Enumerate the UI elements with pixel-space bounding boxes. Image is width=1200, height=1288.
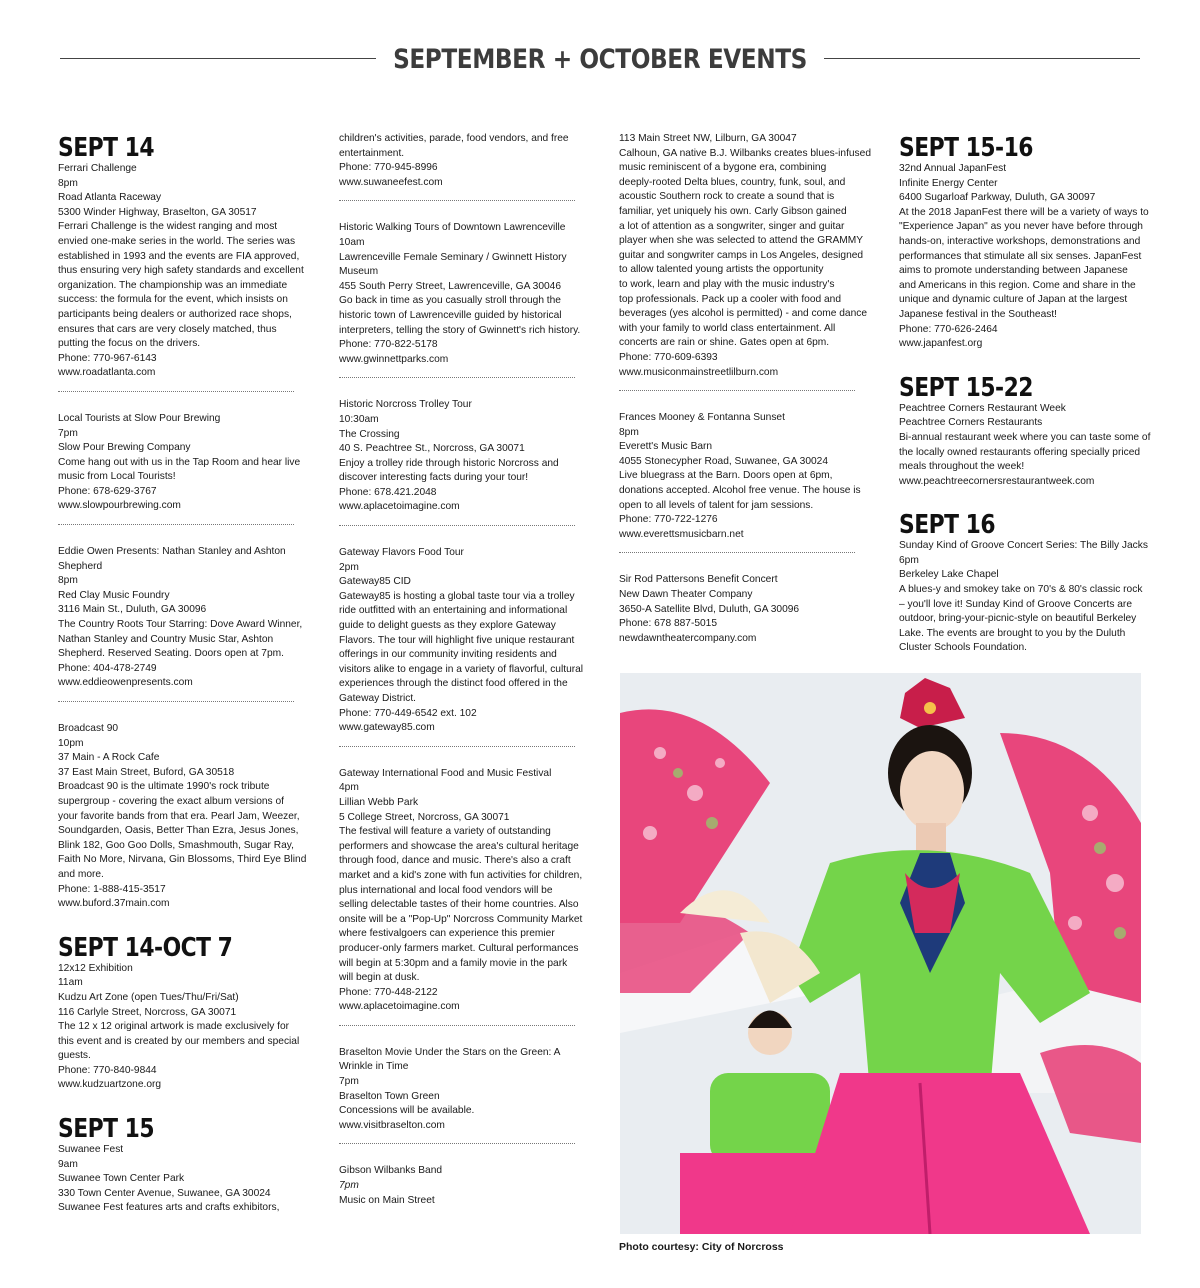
event-text-line: established in 1993 and the events are FIA approved, [58, 250, 300, 262]
event-entry [58, 545, 303, 691]
event-website-link[interactable]: www.gwinnettparks.com [339, 353, 449, 365]
event-text-line: visitors alike to engage in a variety of flavorful, cultural [339, 663, 584, 675]
events-column-2 [339, 132, 584, 1208]
event-text-line: ride outfitted with an entertaining and informational [339, 605, 568, 617]
event-text-line: acoustic Southern rock to create a sound that is [619, 191, 835, 203]
event-text-line: guitar and songwriter camps in Los Angeles, designed [619, 249, 864, 261]
event-text-line: Concessions will be available. [339, 1105, 475, 1117]
event-text-line: hands-on, interactive workshops, demonstrations and [899, 235, 1141, 247]
dancers-photo [620, 673, 1141, 1234]
event-text-line: performances that stimulate all six senses. JapanFest [899, 250, 1142, 262]
event-text-line: organization. The championship was an immediate [58, 279, 288, 291]
event-text-line: The festival will feature a variety of outstanding [339, 826, 551, 838]
event-text-line: supergroup - covering the exact album versions of [58, 795, 284, 807]
dotted-divider [339, 200, 575, 201]
dotted-divider [339, 1025, 575, 1026]
event-text-line: 10pm [58, 737, 84, 749]
dotted-divider [339, 1143, 575, 1144]
event-text-line: 32nd Annual JapanFest [899, 163, 1007, 174]
event-date-heading: SEPT 16 [899, 510, 996, 541]
event-website-link[interactable]: www.peachtreecornersrestaurantweek.com [899, 475, 1095, 487]
event-text-line: Museum [339, 266, 379, 278]
event-text-line: envied one-make series in the world. The series was [58, 235, 296, 247]
event-text-line: Ferrari Challenge is the widest ranging and most [58, 221, 278, 233]
event-text-line: will begin at 5:30pm and a family movie in the park [339, 957, 568, 969]
event-text-line: interpreters, telling the story of Gwinnett's rich history. [339, 324, 581, 336]
event-text-line: A blues-y and smokey take on 70's & 80's classic rock [899, 584, 1143, 596]
event-text-line: to work, learn and play with the music industry's [619, 278, 835, 290]
dotted-divider [339, 377, 575, 378]
event-text-line: Suwanee Town Center Park [58, 1173, 185, 1185]
events-column-1 [58, 133, 307, 1216]
event-text-line: Infinite Energy Center [899, 177, 998, 189]
event-date-heading: SEPT 14 [58, 133, 155, 163]
event-entry [339, 132, 579, 190]
event-entry [899, 162, 1149, 352]
event-text-line: Cluster Schools Foundation. [899, 642, 1027, 654]
event-text-line: Sunday Kind of Groove Concert Series: The Billy Jacks [899, 540, 1148, 552]
event-text-line: Phone: 770-609-6393 [619, 351, 718, 363]
event-text-line: Lake. The events are brought to you by the Duluth [899, 627, 1126, 639]
event-text-line: offerings in our community inviting residents and [339, 649, 557, 661]
event-entry [58, 722, 307, 912]
event-text-line: Braselton Town Green [339, 1090, 440, 1102]
event-text-line: Slow Pour Brewing Company [58, 442, 191, 454]
event-text-line: Local Tourists at Slow Pour Brewing [58, 412, 221, 424]
event-text-line: Eddie Owen Presents: Nathan Stanley and Ashton [58, 546, 286, 558]
dotted-divider [58, 701, 294, 702]
event-entry [339, 221, 579, 367]
event-text-line: 12x12 Exhibition [58, 962, 133, 974]
event-text-line: top professionals. Pack up a cooler with food and [619, 293, 841, 305]
event-text-line: a lot of attention as a songwriter, singer and guitar [619, 220, 845, 232]
page-title: SEPTEMBER + OCTOBER EVENTS [393, 44, 807, 75]
event-text-line: 11am [58, 977, 83, 989]
event-text-line: beverages (yes alcohol is permitted) - and come dance [619, 308, 868, 320]
event-text-line: unique and dynamic culture of Japan at the largest [899, 294, 1128, 306]
event-text-line: Kudzu Art Zone (open Tues/Thu/Fri/Sat) [58, 991, 239, 1003]
event-text-line: 8pm [619, 426, 639, 438]
event-text-line: Phone: 404-478-2749 [58, 662, 157, 674]
event-date-heading: SEPT 14-OCT 7 [58, 932, 233, 963]
event-text-line: 3116 Main St., Duluth, GA 30096 [58, 604, 207, 616]
dotted-divider [619, 390, 855, 391]
event-text-line: Gateway International Food and Music Festival [339, 767, 552, 779]
event-text-line: 116 Carlyle Street, Norcross, GA 30071 [58, 1006, 237, 1018]
event-date-heading: SEPT 15 [58, 1114, 155, 1145]
event-text-line: Enjoy a trolley ride through historic Norcross and [339, 457, 559, 469]
event-text-line: ensures that cars are very closely matched, thus [58, 323, 277, 335]
event-text-line: Gateway85 is hosting a global taste tour via a trolley [339, 590, 575, 602]
event-entry [899, 539, 1148, 656]
event-text-line: "Experience Japan" as you never have before through [899, 221, 1143, 233]
event-text-line: historic town of Lawrenceville guided by historical [339, 309, 562, 321]
event-text-line: 113 Main Street NW, Lilburn, GA 30047 [619, 133, 797, 144]
event-entry [339, 398, 579, 515]
event-text-line: Gateway Flavors Food Tour [339, 547, 464, 559]
event-text-line: Sir Rod Pattersons Benefit Concert [619, 574, 778, 586]
event-text-line: Suwanee Fest features arts and crafts exhibitors, [58, 1202, 280, 1214]
event-text-line: 5 College Street, Norcross, GA 30071 [339, 811, 510, 823]
photo-caption: Photo courtesy: City of Norcross [619, 1241, 784, 1253]
event-text-line: The Country Roots Tour Starring: Dove Award Winner, [58, 619, 303, 631]
event-text-line: Come hang out with us in the Tap Room and hear live [58, 456, 301, 468]
event-entry [899, 402, 1151, 490]
event-text-line: player when she was selected to attend the GRAMMY [619, 235, 864, 247]
event-website-link[interactable]: www.musiconmainstreetlilburn.com [619, 366, 779, 378]
event-text-line: 9am [58, 1158, 78, 1170]
event-text-line: putting the focus on the drivers. [58, 338, 201, 350]
event-text-line: Phone: 770-822-5178 [339, 339, 438, 351]
event-text-line: thus ensuring very high safety standards and excellent [58, 265, 304, 277]
event-text-line: 7pm [339, 1076, 359, 1088]
event-text-line: The Crossing [339, 428, 400, 440]
event-text-line: Calhoun, GA native B.J. Wilbanks creates blues-infused [619, 147, 871, 159]
event-text-line: Peachtree Corners Restaurant Week [899, 402, 1066, 414]
event-text-line: Gateway85 CID [339, 576, 411, 588]
event-text-line: Frances Mooney & Fontanna Sunset [619, 412, 785, 424]
event-text-line: market and a kid's zone with fun activities for children, [339, 869, 583, 881]
event-text-line: Phone: 678.421.2048 [339, 486, 437, 498]
event-text-line: 4055 Stonecypher Road, Suwanee, GA 30024 [619, 455, 828, 467]
dotted-divider [619, 552, 855, 553]
event-text-line: through food, dance and music. There's also a craft [339, 855, 571, 867]
event-text-line: Red Clay Music Foundry [58, 589, 170, 601]
event-text-line: experiences through the distinct food offered in the [339, 678, 568, 690]
event-website-link[interactable]: www.gateway85.com [339, 722, 435, 734]
event-website-link[interactable]: newdawntheatercompany.com [619, 632, 757, 644]
event-text-line: Phone: 770-967-6143 [58, 352, 157, 364]
event-text-line: New Dawn Theater Company [619, 589, 753, 601]
event-text-line: 37 East Main Street, Buford, GA 30518 [58, 766, 235, 778]
event-text-line: 330 Town Center Avenue, Suwanee, GA 30024 [58, 1187, 271, 1199]
event-text-line: the locally owned restaurants offering specially priced [899, 446, 1141, 458]
event-text-line: The 12 x 12 original artwork is made exclusively for [58, 1021, 290, 1033]
event-website-link[interactable]: www.aplacetoimagine.com [339, 1001, 460, 1013]
page-header [60, 44, 1140, 88]
event-text-line: children's activities, parade, food vendors, and free [339, 133, 569, 144]
event-text-line: Go back in time as you casually stroll through the [339, 295, 561, 307]
event-text-line: music from Local Tourists! [58, 471, 176, 483]
event-text-line: 6pm [899, 554, 919, 566]
event-text-line: Historic Norcross Trolley Tour [339, 399, 472, 411]
event-text-line: discover interesting facts during your tour! [339, 472, 529, 484]
dotted-divider [58, 391, 294, 392]
event-text-line: open to all levels of talent for jam sessions. [619, 499, 814, 511]
event-text-line: Flavors. The tour will highlight five unique restaurant [339, 634, 575, 646]
event-text-line: Soundgarden, Oasis, Better Than Ezra, Jesus Jones, [58, 825, 299, 837]
dotted-divider [339, 525, 575, 526]
event-text-line: this event and is created by our members and special [58, 1035, 300, 1047]
event-text-line: Phone: 678 887-5015 [619, 618, 717, 630]
event-text-line: Phone: 770-449-6542 ext. 102 [339, 707, 477, 719]
event-text-line: Music on Main Street [339, 1194, 435, 1206]
event-text-line: Road Atlanta Raceway [58, 192, 162, 204]
event-text-line: 40 S. Peachtree St., Norcross, GA 30071 [339, 443, 525, 455]
event-text-line: deeply-rooted Delta blues, country, funk, soul, and [619, 176, 846, 188]
event-text-line: Berkeley Lake Chapel [899, 569, 999, 581]
event-text-line: selling delectable tastes of their home countries. Also [339, 899, 579, 911]
event-text-line: and Americans in this region. Come and share in the [899, 279, 1136, 291]
event-website-link[interactable]: www.visitbraselton.com [339, 1119, 445, 1131]
event-text-line: Lawrenceville Female Seminary / Gwinnett History [339, 251, 567, 263]
event-text-line: Phone: 770-448-2122 [339, 986, 438, 998]
event-text-line: meals throughout the week! [899, 461, 1025, 473]
event-text-line: Gibson Wilbanks Band [339, 1165, 443, 1177]
event-website-link[interactable]: www.everettsmusicbarn.net [619, 528, 744, 540]
event-text-line: 6400 Sugarloaf Parkway, Duluth, GA 30097 [899, 192, 1096, 204]
event-text-line: Braselton Movie Under the Stars on the Green: A [339, 1046, 561, 1058]
event-website-link[interactable]: www.kudzuartzone.org [58, 1079, 162, 1091]
event-text-line: Live bluegrass at the Barn. Doors open at 6pm, [619, 470, 833, 482]
event-entry [58, 962, 298, 1093]
event-text-line: 7pm [58, 427, 78, 439]
event-text-line: Ferrari Challenge [58, 163, 137, 174]
header-rule-right [824, 58, 1140, 59]
event-text-line: performers and showcase the area's cultural heritage [339, 840, 579, 852]
event-text-line: with your family to world class entertainment. All [619, 322, 836, 334]
event-text-line: Peachtree Corners Restaurants [899, 417, 1043, 429]
event-website-link[interactable]: www.roadatlanta.com [58, 367, 156, 379]
event-entry [619, 411, 859, 542]
event-entry [619, 573, 859, 646]
event-text-line: 10am [339, 236, 365, 248]
event-website-link[interactable]: www.japanfest.org [899, 338, 983, 350]
event-entry [619, 132, 871, 380]
event-text-line: Faith No More, Nirvana, Gin Blossoms, Third Eye Blind [58, 854, 307, 866]
events-column-4 [899, 133, 1151, 656]
event-text-line: 37 Main - A Rock Cafe [58, 752, 160, 764]
event-text-line: where festivalgoers can experience this premier [339, 928, 555, 940]
event-text-line: Shepherd. Reserved Seating. Doors open at 7pm. [58, 648, 284, 660]
event-text-line: 3650-A Satellite Blvd, Duluth, GA 30096 [619, 603, 800, 615]
event-text-line: Blink 182, Goo Goo Dolls, Smashmouth, Sugar Ray, [58, 839, 294, 851]
event-text-line: success: the formula for the event, which insists on [58, 294, 288, 306]
event-text-line: At the 2018 JapanFest there will be a variety of ways to [899, 206, 1149, 218]
event-date-heading: SEPT 15-16 [899, 133, 1033, 163]
event-text-line: Phone: 770-722-1276 [619, 514, 718, 526]
event-text-line: donations accepted. Alcohol free venue. The house is [619, 485, 861, 497]
fan-dance-illustration [620, 673, 1141, 1234]
event-text-line: producer-only farmers market. Cultural performances [339, 942, 579, 954]
event-text-line: 5300 Winder Highway, Braselton, GA 30517 [58, 206, 257, 218]
event-text-line: 8pm [58, 177, 78, 189]
event-text-line: Broadcast 90 is the ultimate 1990's rock tribute [58, 781, 270, 793]
event-text-line: Phone: 770-945-8996 [339, 162, 438, 174]
dotted-divider [339, 746, 575, 747]
event-website-link[interactable]: www.eddieowenpresents.com [58, 677, 193, 689]
event-text-line: 4pm [339, 782, 359, 794]
event-website-link[interactable]: www.buford.37main.com [58, 898, 170, 910]
event-text-line: Shepherd [58, 560, 103, 572]
event-entry [339, 767, 583, 1015]
event-entry [339, 1046, 579, 1134]
event-text-line: Everett's Music Barn [619, 441, 713, 453]
event-website-link[interactable]: www.slowpourbrewing.com [58, 500, 181, 512]
event-date-heading: SEPT 15-22 [899, 372, 1033, 403]
event-text-line: 455 South Perry Street, Lawrenceville, GA 30046 [339, 280, 561, 292]
event-entry [58, 1143, 298, 1216]
event-entry [58, 412, 301, 514]
event-entry [58, 162, 304, 381]
event-text-line: Phone: 770-626-2464 [899, 323, 998, 335]
event-website-link[interactable]: www.aplacetoimagine.com [339, 501, 460, 513]
event-text-line: music reminiscent of a bygone era, combining [619, 162, 827, 174]
event-text-line: Japanese festival in the Southeast! [899, 308, 1058, 320]
event-text-line: 8pm [58, 575, 78, 587]
event-text-line: Phone: 770-840-9844 [58, 1064, 157, 1076]
event-text-line: – you'll love it! Sunday Kind of Groove Concerts are [899, 598, 1132, 610]
event-text-line: familiar, yet uniquely his own. Carly Gibson gained [619, 205, 847, 217]
event-text-line: entertainment. [339, 147, 405, 159]
event-text-line: to allow talented young artists the opportunity [619, 264, 824, 276]
event-text-line: Historic Walking Tours of Downtown Lawrenceville [339, 222, 566, 234]
event-entry [339, 1164, 579, 1208]
event-text-line: will begin at dusk. [339, 972, 420, 984]
event-text-line: 10:30am [339, 413, 379, 425]
event-text-line: Bi-annual restaurant week where you can taste some of [899, 431, 1151, 443]
event-text-line: Lillian Webb Park [339, 796, 419, 808]
event-website-link[interactable]: www.suwaneefest.com [339, 176, 443, 188]
events-column-3 [619, 132, 871, 646]
event-text-line: 7pm [339, 1180, 359, 1192]
event-text-line: Phone: 1-888-415-3517 [58, 883, 166, 895]
event-text-line: aims to promote understanding between Japanese [899, 265, 1128, 277]
event-text-line: 2pm [339, 561, 359, 573]
event-text-line: Nathan Stanley and Country Music Star, Ashton [58, 633, 274, 645]
event-text-line: guests. [58, 1050, 91, 1062]
event-text-line: and more. [58, 868, 104, 880]
event-text-line: guide to delight guests as they explore Gateway [339, 620, 556, 632]
event-text-line: Broadcast 90 [58, 723, 119, 734]
event-text-line: onsite will be a "Pop-Up" Norcross Community Market [339, 913, 583, 925]
event-text-line: your favorite bands from that era. Pearl Jam, Weezer, [58, 810, 300, 822]
event-text-line: Wrinkle in Time [339, 1061, 409, 1073]
event-text-line: Suwanee Fest [58, 1144, 124, 1156]
event-text-line: outdoor, bring-your-picnic-style on beautiful Berkeley [899, 613, 1137, 625]
event-text-line: Gateway District. [339, 693, 416, 704]
event-text-line: participants being dealers or authorized race shops, [58, 308, 292, 320]
dotted-divider [58, 524, 294, 525]
event-text-line: Phone: 678-629-3767 [58, 485, 157, 497]
event-entry [339, 546, 584, 736]
event-text-line: concerts are rain or shine. Gates open at 6pm. [619, 337, 830, 349]
event-text-line: plus international and local food vendors will be [339, 884, 553, 896]
